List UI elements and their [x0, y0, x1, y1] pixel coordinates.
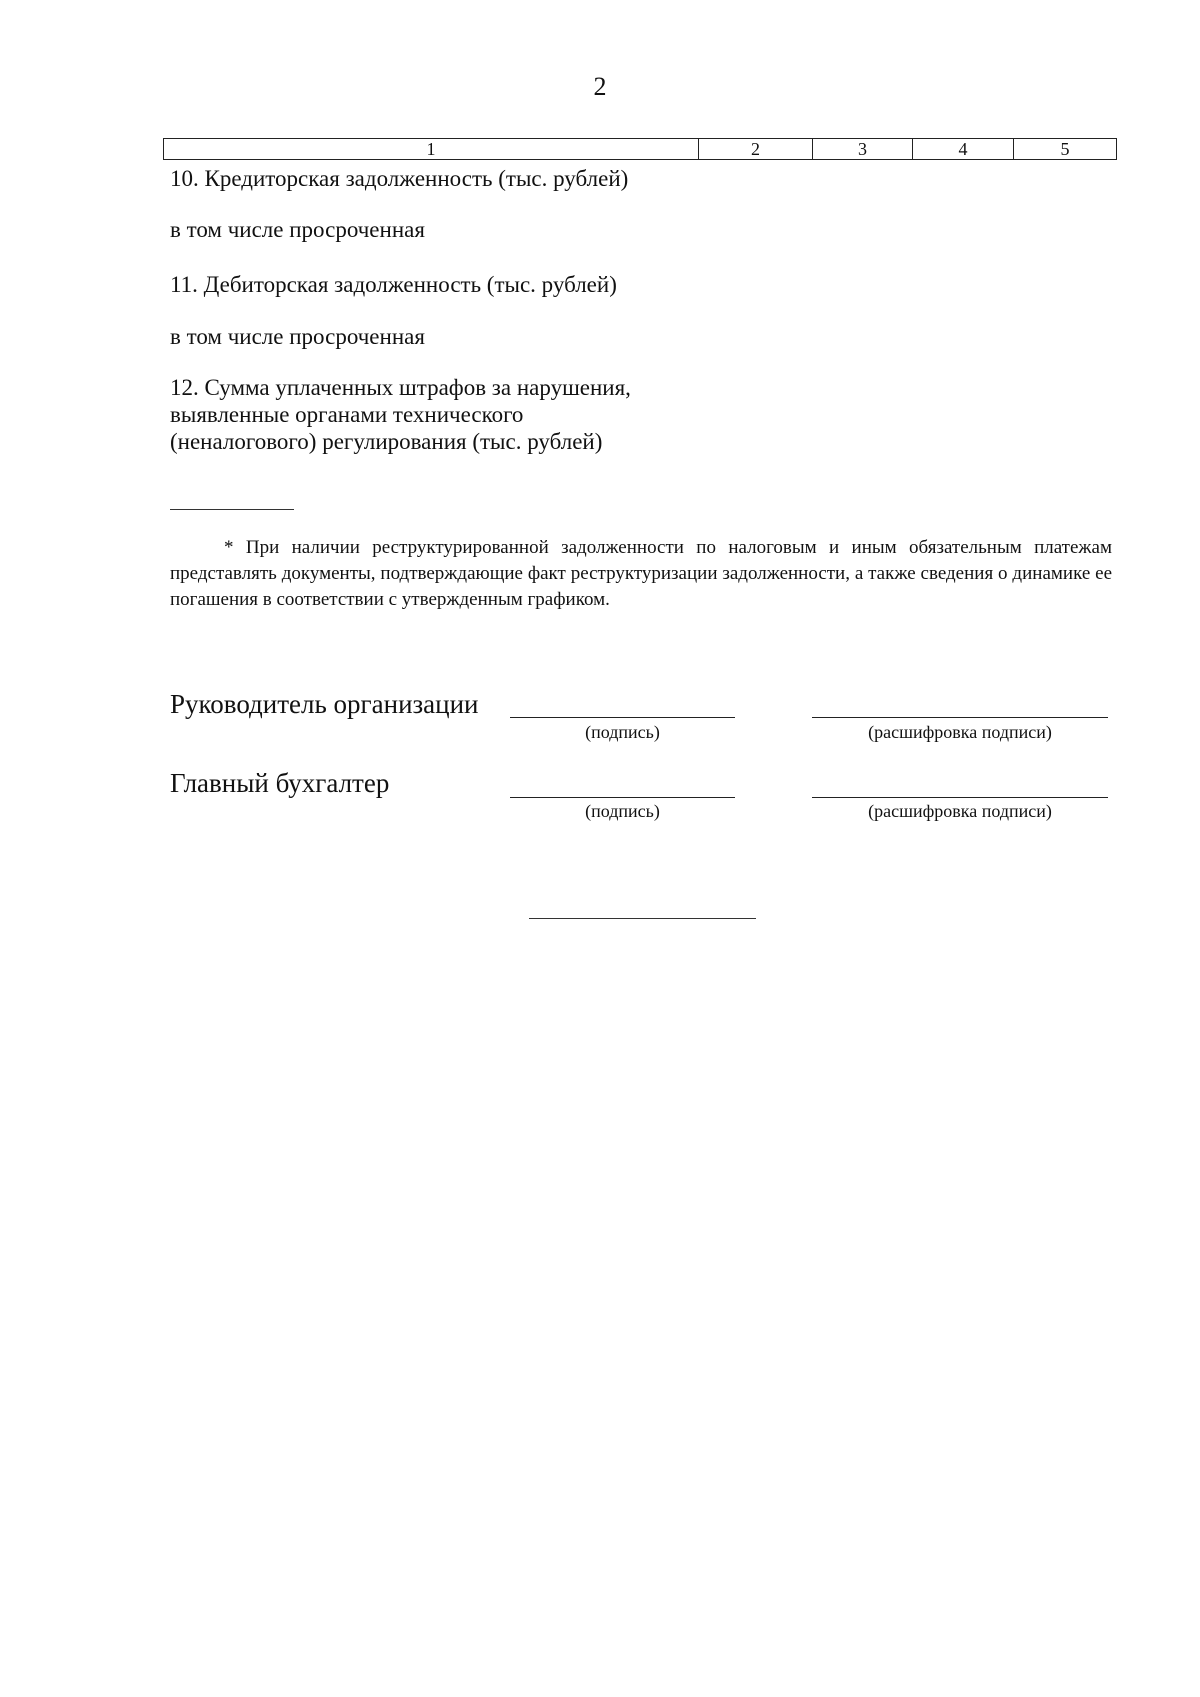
director-decoding-line — [812, 717, 1108, 718]
director-signature-caption: (подпись) — [585, 722, 660, 742]
column-number-2: 2 — [699, 139, 813, 160]
footnote-separator — [170, 509, 294, 510]
row-label-creditor-overdue: в том числе просроченная — [170, 217, 425, 242]
accountant-signature-line — [510, 797, 735, 798]
header-row — [164, 139, 1117, 160]
row-label-creditor-debt: 10. Кредиторская задолженность (тыс. рублей) — [170, 166, 629, 191]
accountant-decoding-caption: (расшифровка подписи) — [868, 801, 1052, 821]
row-label-fines-paid: 12. Сумма уплаченных штрафов за нарушения, выявленные органами технического (неналогового) регулирования (тыс. рублей) — [170, 375, 631, 454]
row-label-debtor-overdue: в том числе просроченная — [170, 324, 425, 349]
accountant-decoding-line — [812, 797, 1108, 798]
column-number-5: 5 — [1014, 139, 1117, 160]
column-number-3: 3 — [813, 139, 913, 160]
signature-role-director: Руководитель организации — [170, 689, 479, 719]
footnote-text: * При наличии реструктурированной задолженности по налоговым и иным обязательным платежам представлять документы, подтверждающие факт реструктуризации задолженности, а также сведения о динамике ее погашения в соответствии с утвержденным графиком. — [170, 537, 1112, 610]
column-number-4: 4 — [913, 139, 1014, 160]
director-decoding-caption: (расшифровка подписи) — [868, 722, 1052, 742]
column-number-1: 1 — [164, 139, 699, 160]
director-signature-line — [510, 717, 735, 718]
row-label-debtor-debt: 11. Дебиторская задолженность (тыс. рублей) — [170, 272, 617, 297]
document-end-rule — [529, 918, 756, 919]
page-number: 2 — [593, 72, 607, 101]
signature-role-chief-accountant: Главный бухгалтер — [170, 768, 390, 798]
column-number-header — [163, 138, 1117, 160]
accountant-signature-caption: (подпись) — [585, 801, 660, 821]
